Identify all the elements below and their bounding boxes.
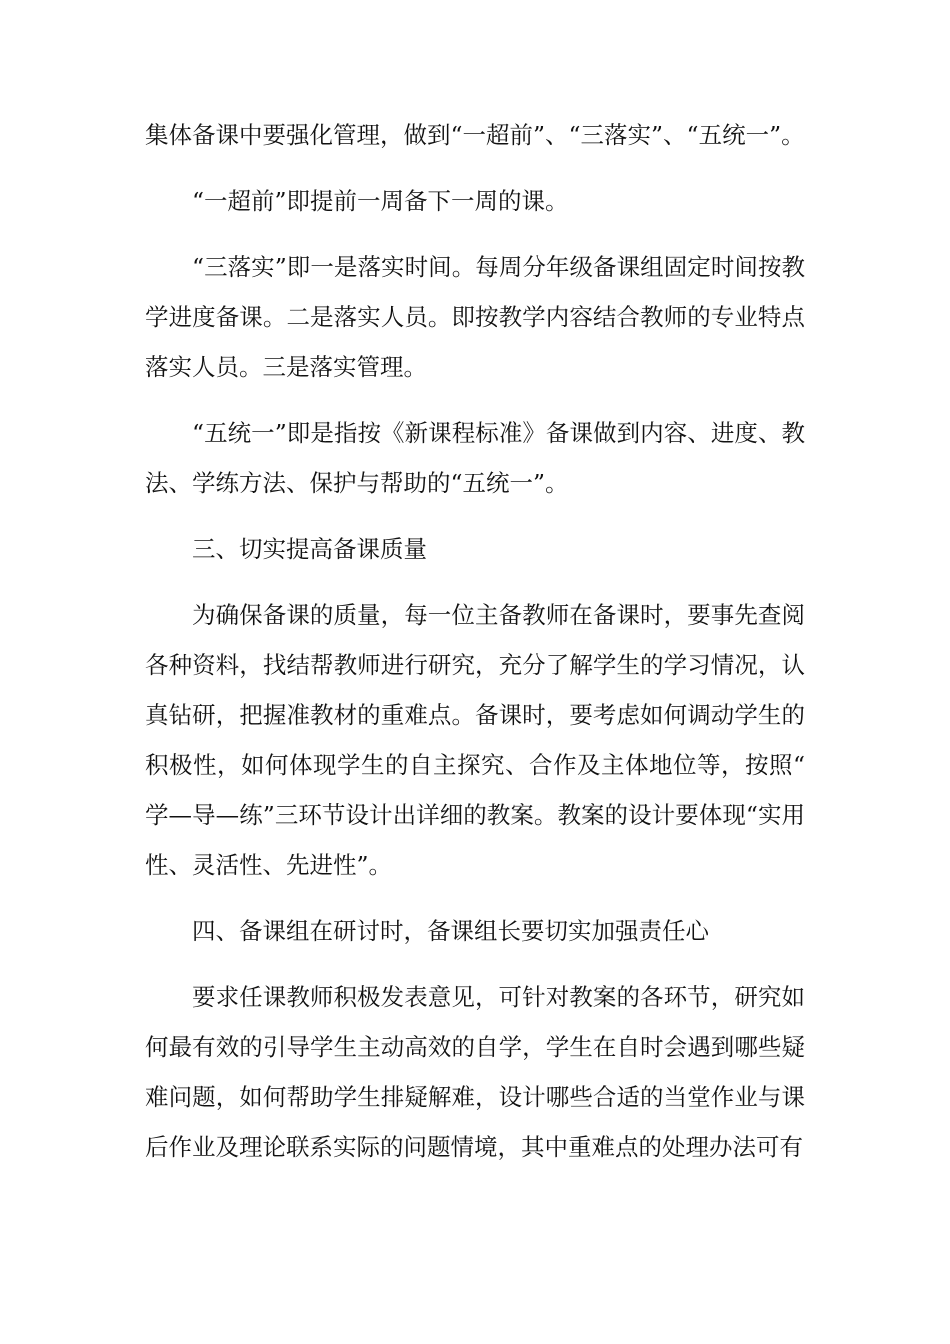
document-page [145,110,805,1172]
paragraph-discussion: 要求任课教师积极发表意见，可针对教案的各环节，研究如何最有效的引导学生主动高效的自学，学生在自时会遇到哪些疑难问题，如何帮助学生排疑解难，设计哪些合适的当堂作业与课后作业及理论联系实际的问题情境，其中重难点的处理办法可有 [145,983,805,1161]
paragraph-five-unifications: “五统一”即是指按《新课程标准》备课做到内容、进度、教法、学练方法、保护与帮助的“五统一”。 [145,419,805,497]
paragraph-management: 集体备课中要强化管理，做到“一超前”、“三落实”、“五统一”。 [145,121,805,149]
paragraph-one-advance: “一超前”即提前一周备下一周的课。 [192,187,569,215]
section-heading-four: 四、备课组在研讨时，备课组长要切实加强责任心 [192,917,709,945]
paragraph-quality: 为确保备课的质量，每一位主备教师在备课时，要事先查阅各种资料，找结帮教师进行研究，充分了解学生的学习情况，认真钻研，把握准教材的重难点。备课时，要考虑如何调动学生的积极性，如何体现学生的自主探究、合作及主体地位等，按照“学—导—练”三环节设计出详细的教案。教案的设计要体现“实用性、灵活性、先进性”。 [145,601,805,879]
section-heading-three: 三、切实提高备课质量 [192,535,427,563]
paragraph-three-implementations: “三落实”即一是落实时间。每周分年级备课组固定时间按教学进度备课。二是落实人员。即按教学内容结合教师的专业特点落实人员。三是落实管理。 [145,253,805,381]
